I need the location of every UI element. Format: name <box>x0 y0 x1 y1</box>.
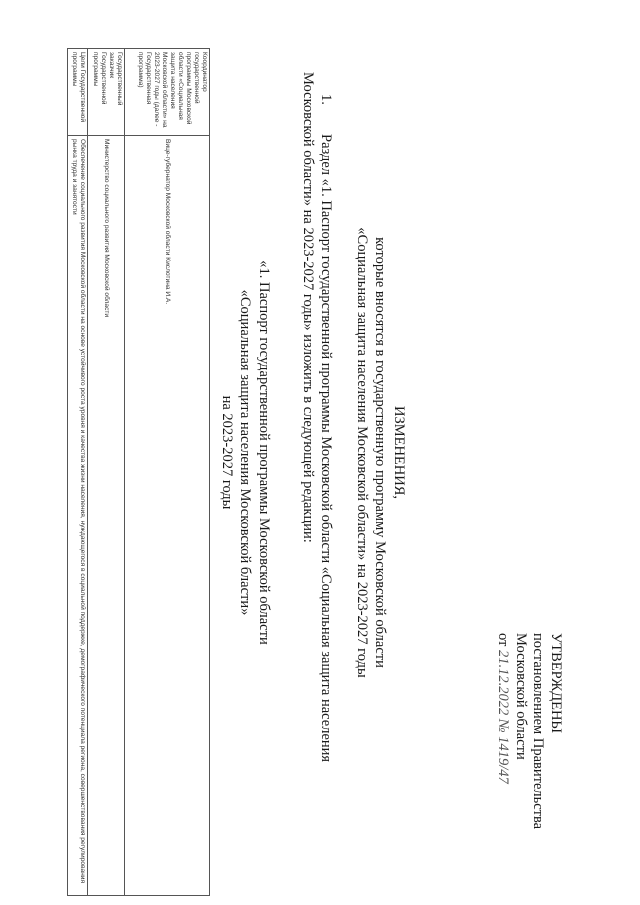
table-row <box>125 49 210 896</box>
approval-date-handwritten: 21.12.2022 № 1419/47 <box>495 650 512 784</box>
table-cell-label: Государственный заказчик Государственной программы <box>88 49 125 136</box>
approval-decree-line: постановлением Правительства <box>530 633 547 830</box>
passport-table <box>67 48 210 896</box>
document-heading: ИЗМЕНЕНИЯ, <box>391 405 407 500</box>
table-row <box>88 49 125 896</box>
table-row <box>68 49 88 896</box>
document-subtitle-line1: которые вносятся в государственную программу Московской области <box>372 237 388 668</box>
approval-title: УТВЕРЖДЕНЫ <box>548 633 564 734</box>
table-cell-label: Цели Государственной программы <box>68 49 88 136</box>
approval-region-line: Московской области <box>513 633 529 760</box>
paragraph-number: 1. <box>318 94 334 105</box>
document-subtitle-line2: «Социальная защита населения Московской области» на 2023-2027 годы <box>354 227 370 678</box>
paragraph-1 <box>299 72 335 822</box>
table-cell-label: Координатор государственной программы Московской области «Социальная защита населения Московской области» на 2023-2027 годы (далее - Государственная программа) <box>125 49 210 136</box>
passport-heading-line2: «Социальная защита населения Московской бласти» <box>237 289 253 616</box>
table-cell-value: Министерство социального развития Московской области <box>88 136 125 896</box>
approval-stamp <box>494 633 564 829</box>
passport-heading-line3: на 2023-2027 годы <box>219 395 235 510</box>
passport-heading-line1: «1. Паспорт государственной программы Московской области <box>256 260 272 645</box>
table-cell-value: Вице-губернатор Московской области Кислотина И.А. <box>125 136 210 896</box>
paragraph-text: Раздел «1. Паспорт государственной программы Московской области «Социальная защита населения Московской области» на 2023-2027 годы» изложить в следующей редакции: <box>300 72 334 763</box>
approval-date-line <box>494 633 512 829</box>
approval-date-prefix: от <box>495 633 512 647</box>
table-cell-value: Обеспечение социального развития Московской области на основе устойчивого роста уровня и качества жизни населения, нуждающегося в социальной поддержке, демографического потенциала региона, совершенствования регулирования рынка труда и занятости <box>68 136 88 896</box>
